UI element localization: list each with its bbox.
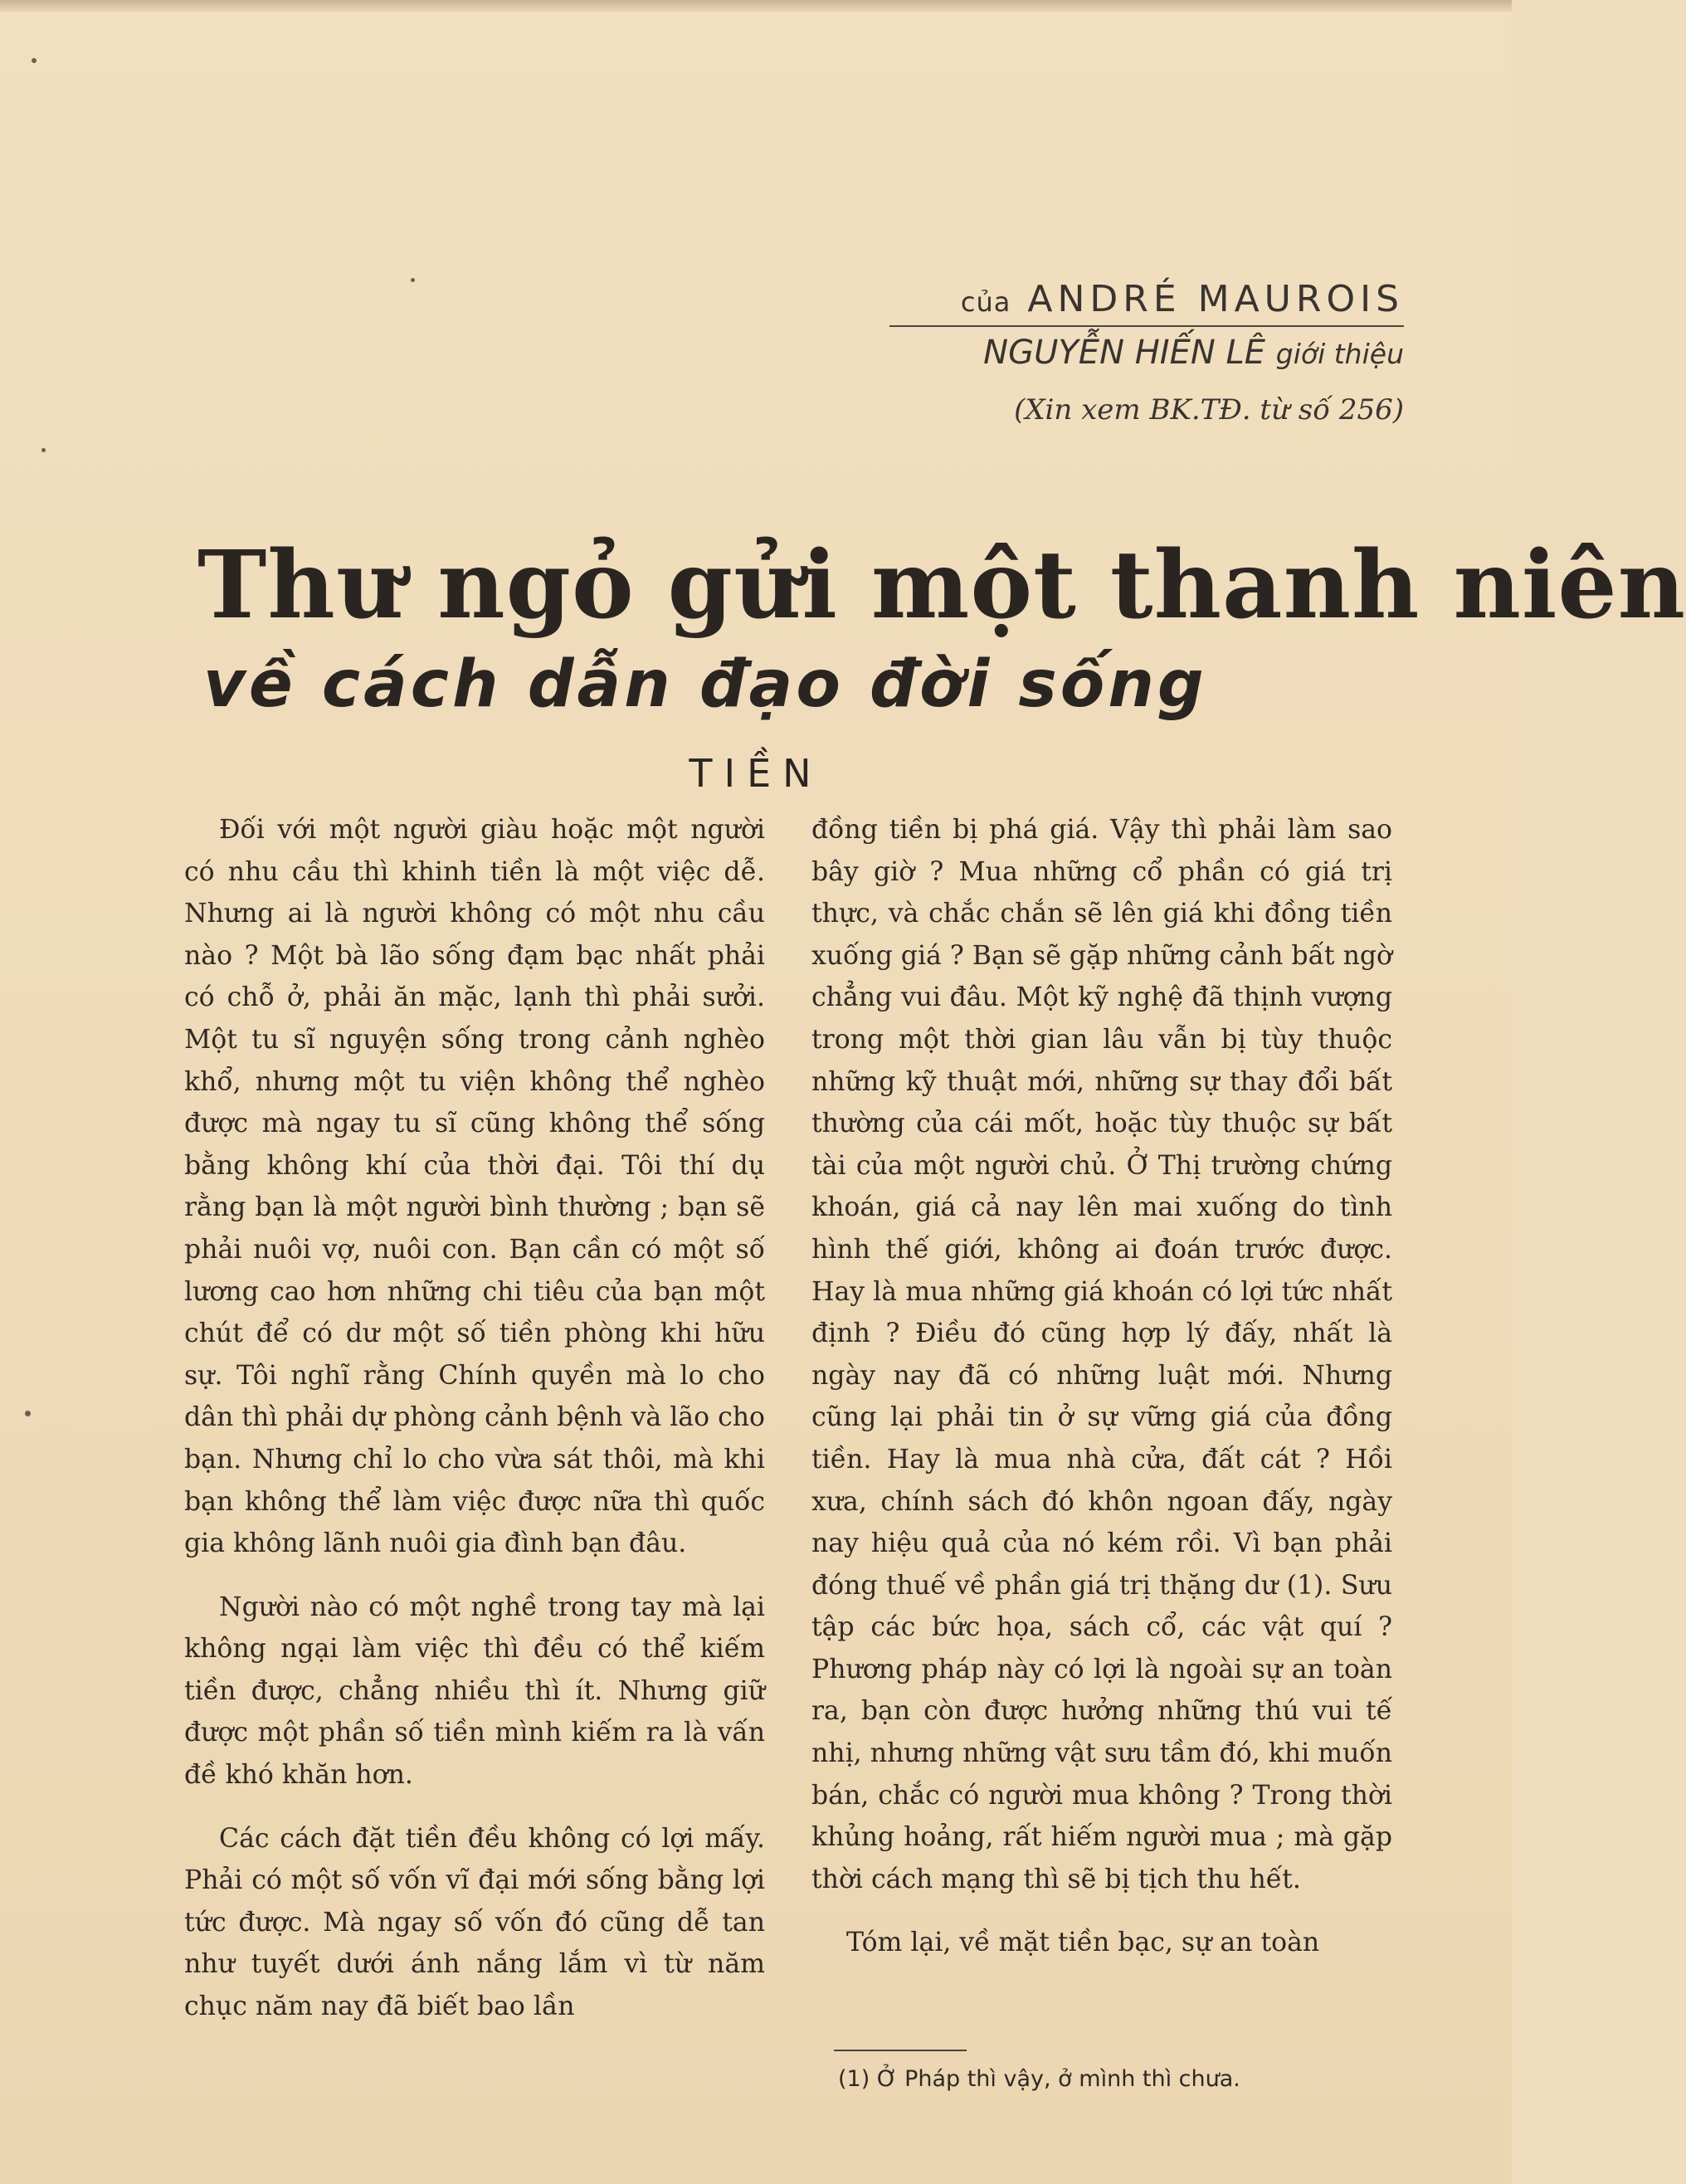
article-title: Thư ngỏ gửi một thanh niên	[197, 531, 1686, 640]
article-subtitle: về cách dẫn đạo đời sống	[203, 647, 1207, 722]
author-name: ANDRÉ MAUROIS	[1027, 278, 1404, 320]
translator-role: giới thiệu	[1275, 338, 1404, 370]
page-top-edge	[0, 0, 1512, 12]
paper-speck	[32, 58, 37, 63]
author-line	[889, 278, 1404, 327]
paper-speck	[411, 278, 415, 282]
byline	[889, 278, 1404, 427]
byline-of: của	[960, 286, 1011, 318]
see-reference: (Xin xem BK.TĐ. từ số 256)	[1014, 393, 1404, 427]
translator-name: NGUYỄN HIẾN LÊ	[983, 334, 1266, 372]
section-heading: TIỀN	[689, 751, 823, 796]
left-column	[184, 809, 765, 2028]
paper-speck	[41, 448, 46, 452]
paragraph: đồng tiền bị phá giá. Vậy thì phải làm sao bây giờ ? Mua những cổ phần có giá trị thực, và chắc chắn sẽ lên giá khi đồng tiền xuống giá ? Bạn sẽ gặp những cảnh bất ngờ chẳng vui đâu. Một kỹ nghệ đã thịnh vượng trong một thời gian lâu vẫn bị tùy thuộc những kỹ thuật mới, những sự thay đổi bất thường của cái mốt, hoặc tùy thuộc sự bất tài của một người chủ. Ở Thị trường chứng khoán, giá cả nay lên mai xuống do tình hình thế giới, không ai đoán trước được. Hay là mua những giá khoán có lợi tức nhất định ? Điều đó cũng hợp lý đấy, nhất là ngày nay đã có những luật mới. Nhưng cũng lại phải tin ở sự vững giá của đồng tiền. Hay là mua nhà cửa, đất cát ? Hồi xưa, chính sách đó khôn ngoan đấy, ngày nay hiệu quả của nó kém rồi. Vì bạn phải đóng thuế về phần giá trị thặng dư (1). Sưu tập các bức họa, sách cổ, các vật quí ? Phương pháp này có lợi là ngoài sự an toàn ra, bạn còn được hưởng những thú vui tế nhị, nhưng những vật sưu tầm đó, khi muốn bán, chắc có người mua không ? Trong thời khủng hoảng, rất hiếm người mua ; mà gặp thời cách mạng thì sẽ bị tịch thu hết.	[811, 815, 1392, 1894]
paper-speck	[25, 1411, 31, 1416]
paragraph: Đối với một người giàu hoặc một người có nhu cầu thì khinh tiền là một việc dễ. Nhưng ai là người không có một nhu cầu nào ? Một bà lão sống đạm bạc nhất phải có chỗ ở, phải ăn mặc, lạnh thì phải sưởi. Một tu sĩ nguyện sống trong cảnh nghèo khổ, nhưng một tu viện không thể nghèo được mà ngay tu sĩ cũng không thể sống bằng không khí của thời đại. Tôi thí dụ rằng bạn là một người bình thường ; bạn sẽ phải nuôi vợ, nuôi con. Bạn cần có một số lương cao hơn những chi tiêu của bạn một chút để có dư một số tiền phòng khi hữu sự. Tôi nghĩ rằng Chính quyền mà lo cho dân thì phải dự phòng cảnh bệnh và lão cho bạn. Nhưng chỉ lo cho vừa sát thôi, mà khi bạn không thể làm việc được nữa thì quốc gia không lãnh nuôi gia đình bạn đâu.	[184, 815, 765, 1559]
footnote: (1) Ở Pháp thì vậy, ở mình thì chưa.	[838, 2066, 1240, 2092]
right-column	[811, 809, 1392, 1964]
paragraph: Người nào có một nghề trong tay mà lại không ngại làm việc thì đều có thể kiếm tiền được, chẳng nhiều thì ít. Nhưng giữ được một phần số tiền mình kiếm ra là vấn đề khó khăn hơn.	[184, 1592, 765, 1791]
paragraph: Tóm lại, về mặt tiền bạc, sự an toàn	[846, 1928, 1320, 1958]
translator-line	[889, 334, 1404, 372]
paragraph: Các cách đặt tiền đều không có lợi mấy. Phải có một số vốn vĩ đại mới sống bằng lợi tức được. Mà ngay số vốn đó cũng dễ tan như tuyết dưới ánh nắng lắm vì từ năm chục năm nay đã biết bao lần	[184, 1823, 765, 2022]
footnote-divider	[834, 2050, 967, 2051]
